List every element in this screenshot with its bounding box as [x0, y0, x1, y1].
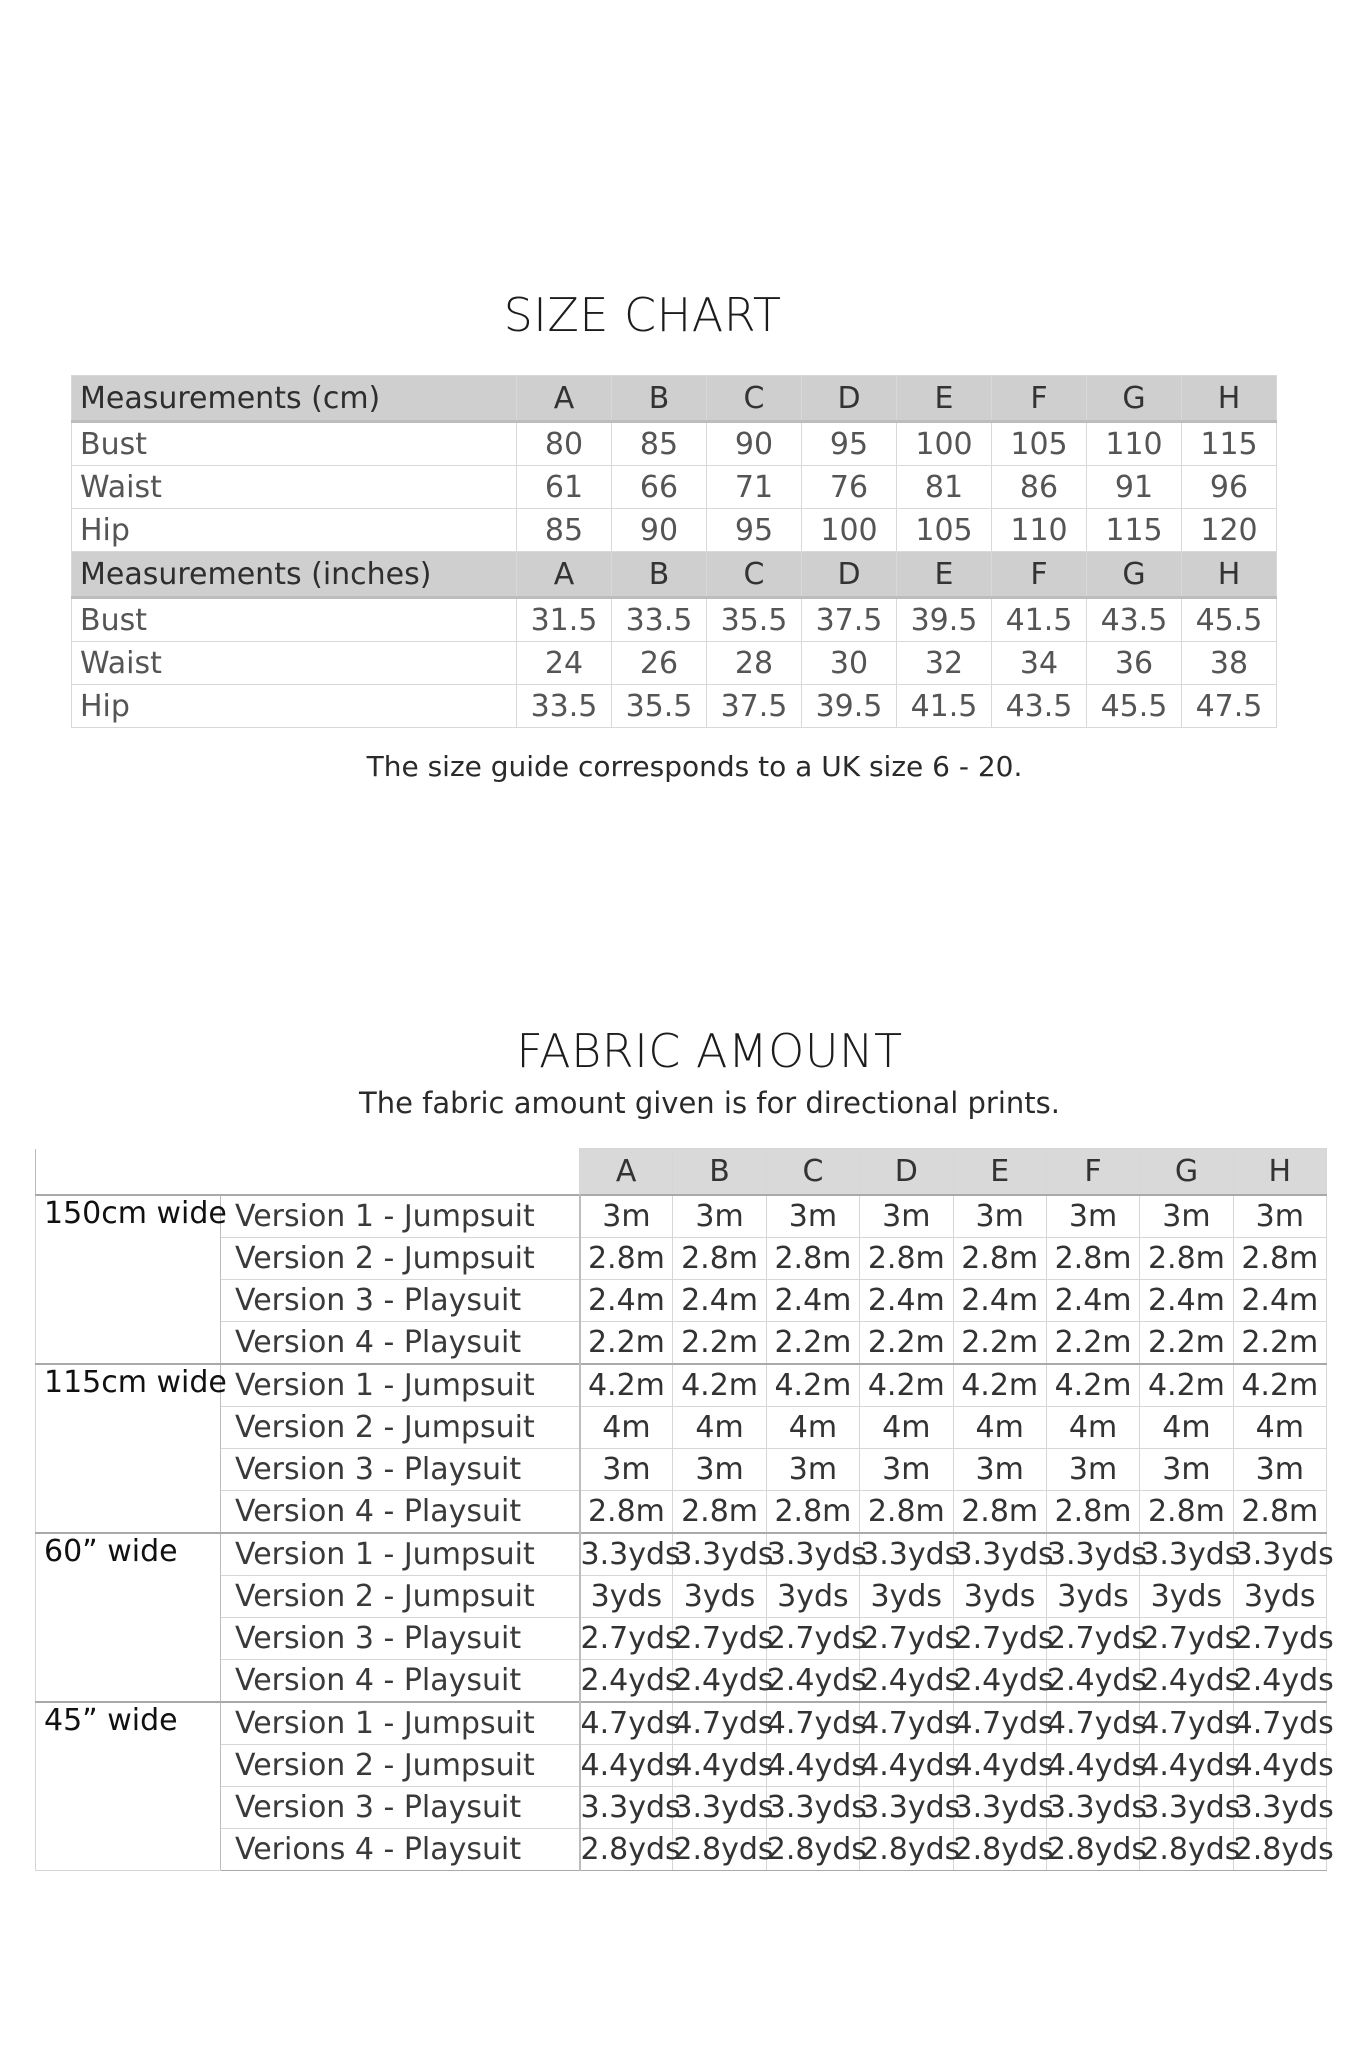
measurement-value: 35.5 — [612, 685, 707, 728]
size-chart-title: SIZE CHART — [503, 288, 782, 342]
fabric-amount-value: 3.3yds — [766, 1533, 859, 1576]
measurement-value: 33.5 — [517, 685, 612, 728]
fabric-amount-value: 2.4yds — [1233, 1660, 1326, 1703]
fabric-amount-value: 3.3yds — [860, 1533, 953, 1576]
fabric-amount-value: 2.8m — [1046, 1238, 1139, 1280]
size-column-header: F — [992, 376, 1087, 422]
measurement-label: Bust — [72, 598, 517, 642]
fabric-amount-value: 2.8m — [953, 1491, 1046, 1534]
measurement-value: 47.5 — [1182, 685, 1277, 728]
measurement-value: 66 — [612, 466, 707, 509]
table-row — [36, 1449, 1327, 1491]
size-column-header: C — [766, 1149, 859, 1196]
size-column-header: A — [517, 552, 612, 598]
table-row — [72, 598, 1277, 642]
fabric-amount-value: 3m — [860, 1195, 953, 1238]
version-label: Version 2 - Jumpsuit — [221, 1238, 580, 1280]
fabric-amount-value: 4m — [953, 1407, 1046, 1449]
table-row — [72, 422, 1277, 466]
fabric-amount-value: 3yds — [673, 1576, 766, 1618]
fabric-amount-value: 2.8yds — [953, 1829, 1046, 1871]
fabric-amount-value: 3yds — [580, 1576, 673, 1618]
fabric-amount-value: 2.4m — [860, 1280, 953, 1322]
fabric-amount-value: 2.7yds — [1046, 1618, 1139, 1660]
fabric-amount-value: 4.2m — [1140, 1364, 1233, 1407]
measurement-value: 24 — [517, 642, 612, 685]
fabric-amount-value: 3m — [1140, 1449, 1233, 1491]
fabric-amount-value: 4.7yds — [1140, 1702, 1233, 1745]
size-chart-table — [71, 375, 1277, 728]
measurement-value: 80 — [517, 422, 612, 466]
fabric-amount-value: 4.2m — [1046, 1364, 1139, 1407]
version-label: Version 4 - Playsuit — [221, 1322, 580, 1365]
size-column-header: A — [517, 376, 612, 422]
size-column-header: D — [860, 1149, 953, 1196]
fabric-amount-value: 3m — [1233, 1195, 1326, 1238]
fabric-amount-value: 3yds — [1140, 1576, 1233, 1618]
fabric-amount-value: 2.8m — [580, 1238, 673, 1280]
fabric-amount-value: 2.8yds — [673, 1829, 766, 1871]
fabric-amount-value: 4m — [673, 1407, 766, 1449]
measurement-value: 41.5 — [992, 598, 1087, 642]
size-column-header: E — [897, 552, 992, 598]
table-row — [36, 1660, 1327, 1703]
table-row — [36, 1533, 1327, 1576]
fabric-amount-value: 3.3yds — [1140, 1533, 1233, 1576]
fabric-amount-value: 2.7yds — [1140, 1618, 1233, 1660]
measurement-value: 81 — [897, 466, 992, 509]
fabric-amount-value: 4m — [766, 1407, 859, 1449]
fabric-amount-value: 2.4yds — [953, 1660, 1046, 1703]
measurement-value: 32 — [897, 642, 992, 685]
fabric-amount-value: 2.2m — [580, 1322, 673, 1365]
fabric-amount-value: 3yds — [766, 1576, 859, 1618]
measurement-value: 45.5 — [1087, 685, 1182, 728]
measurement-value: 105 — [992, 422, 1087, 466]
table-row — [72, 466, 1277, 509]
fabric-amount-value: 3m — [766, 1449, 859, 1491]
fabric-amount-title: FABRIC AMOUNT — [516, 1024, 903, 1078]
size-column-header: A — [580, 1149, 673, 1196]
fabric-amount-value: 2.2m — [1140, 1322, 1233, 1365]
fabric-width-label: 45” wide — [36, 1702, 221, 1871]
measurement-value: 96 — [1182, 466, 1277, 509]
size-column-header: F — [1046, 1149, 1139, 1196]
size-column-header: G — [1087, 376, 1182, 422]
version-label: Version 3 - Playsuit — [221, 1787, 580, 1829]
size-column-header: E — [897, 376, 992, 422]
table-row — [36, 1618, 1327, 1660]
size-column-header: C — [707, 376, 802, 422]
size-column-header: H — [1233, 1149, 1326, 1196]
fabric-amount-value: 3.3yds — [1233, 1787, 1326, 1829]
fabric-amount-value: 3m — [1140, 1195, 1233, 1238]
fabric-amount-value: 2.8yds — [860, 1829, 953, 1871]
size-chart-note: The size guide corresponds to a UK size 6 - 20. — [366, 750, 1023, 783]
fabric-amount-value: 4.7yds — [1233, 1702, 1326, 1745]
measurement-value: 85 — [517, 509, 612, 552]
measurement-value: 43.5 — [992, 685, 1087, 728]
fabric-amount-value: 4.7yds — [580, 1702, 673, 1745]
size-column-header: D — [802, 376, 897, 422]
measurement-value: 95 — [802, 422, 897, 466]
fabric-amount-value: 4.4yds — [766, 1745, 859, 1787]
measurement-value: 43.5 — [1087, 598, 1182, 642]
table-row — [36, 1407, 1327, 1449]
version-label: Version 3 - Playsuit — [221, 1618, 580, 1660]
fabric-amount-value: 2.2m — [766, 1322, 859, 1365]
measurement-value: 95 — [707, 509, 802, 552]
table-row — [36, 1364, 1327, 1407]
measurement-value: 31.5 — [517, 598, 612, 642]
fabric-amount-value: 3.3yds — [1046, 1533, 1139, 1576]
size-column-header: G — [1140, 1149, 1233, 1196]
fabric-amount-value: 2.4m — [1140, 1280, 1233, 1322]
fabric-header-row — [36, 1149, 1327, 1196]
fabric-amount-value: 2.4m — [766, 1280, 859, 1322]
fabric-amount-value: 4.7yds — [766, 1702, 859, 1745]
measurement-value: 120 — [1182, 509, 1277, 552]
fabric-amount-value: 2.7yds — [673, 1618, 766, 1660]
fabric-amount-value: 3.3yds — [953, 1787, 1046, 1829]
fabric-width-label: 150cm wide — [36, 1195, 221, 1364]
fabric-amount-value: 4m — [580, 1407, 673, 1449]
fabric-amount-value: 3m — [1233, 1449, 1326, 1491]
table-row — [72, 642, 1277, 685]
measurement-value: 33.5 — [612, 598, 707, 642]
measurement-value: 61 — [517, 466, 612, 509]
fabric-amount-value: 3.3yds — [673, 1533, 766, 1576]
fabric-amount-value: 4.4yds — [1233, 1745, 1326, 1787]
measurement-value: 28 — [707, 642, 802, 685]
fabric-amount-value: 4.7yds — [953, 1702, 1046, 1745]
measurement-value: 90 — [707, 422, 802, 466]
fabric-amount-value: 3.3yds — [766, 1787, 859, 1829]
fabric-amount-value: 2.2m — [860, 1322, 953, 1365]
version-label: Version 2 - Jumpsuit — [221, 1407, 580, 1449]
fabric-amount-value: 2.8yds — [1046, 1829, 1139, 1871]
header-spacer — [36, 1149, 580, 1196]
fabric-amount-value: 4.2m — [1233, 1364, 1326, 1407]
measurement-value: 26 — [612, 642, 707, 685]
size-header-label: Measurements (cm) — [72, 376, 517, 422]
measurement-value: 115 — [1087, 509, 1182, 552]
fabric-amount-value: 3yds — [1233, 1576, 1326, 1618]
fabric-amount-value: 2.8m — [766, 1491, 859, 1534]
fabric-amount-value: 3.3yds — [860, 1787, 953, 1829]
table-row — [36, 1576, 1327, 1618]
measurement-value: 105 — [897, 509, 992, 552]
version-label: Verions 4 - Playsuit — [221, 1829, 580, 1871]
version-label: Version 4 - Playsuit — [221, 1491, 580, 1534]
fabric-amount-value: 2.4yds — [580, 1660, 673, 1703]
measurement-value: 39.5 — [897, 598, 992, 642]
fabric-amount-value: 2.4yds — [1140, 1660, 1233, 1703]
fabric-amount-value: 3m — [580, 1449, 673, 1491]
fabric-amount-value: 2.4yds — [766, 1660, 859, 1703]
measurement-value: 115 — [1182, 422, 1277, 466]
fabric-amount-value: 3m — [953, 1195, 1046, 1238]
fabric-amount-value: 2.4yds — [673, 1660, 766, 1703]
fabric-amount-value: 4.4yds — [860, 1745, 953, 1787]
fabric-amount-value: 3.3yds — [673, 1787, 766, 1829]
fabric-amount-value: 3.3yds — [580, 1787, 673, 1829]
measurement-value: 38 — [1182, 642, 1277, 685]
fabric-amount-value: 2.7yds — [1233, 1618, 1326, 1660]
table-row — [36, 1787, 1327, 1829]
fabric-amount-value: 2.8m — [1233, 1238, 1326, 1280]
fabric-amount-value: 2.8m — [1233, 1491, 1326, 1534]
fabric-amount-value: 2.8m — [1046, 1491, 1139, 1534]
version-label: Version 3 - Playsuit — [221, 1280, 580, 1322]
table-row — [36, 1745, 1327, 1787]
fabric-amount-value: 4.4yds — [1046, 1745, 1139, 1787]
fabric-amount-value: 2.4yds — [1046, 1660, 1139, 1703]
measurement-value: 35.5 — [707, 598, 802, 642]
fabric-amount-value: 2.4m — [1046, 1280, 1139, 1322]
fabric-amount-value: 3.3yds — [1140, 1787, 1233, 1829]
size-header-label: Measurements (inches) — [72, 552, 517, 598]
fabric-amount-value: 2.4m — [1233, 1280, 1326, 1322]
fabric-width-label: 115cm wide — [36, 1364, 221, 1533]
measurement-value: 90 — [612, 509, 707, 552]
size-column-header: H — [1182, 552, 1277, 598]
version-label: Version 1 - Jumpsuit — [221, 1364, 580, 1407]
table-row — [36, 1322, 1327, 1365]
fabric-amount-value: 4.2m — [580, 1364, 673, 1407]
fabric-amount-value: 2.8m — [1140, 1238, 1233, 1280]
table-row — [36, 1195, 1327, 1238]
size-column-header: H — [1182, 376, 1277, 422]
fabric-amount-value: 3m — [860, 1449, 953, 1491]
measurement-value: 76 — [802, 466, 897, 509]
fabric-amount-value: 3yds — [1046, 1576, 1139, 1618]
fabric-amount-value: 3.3yds — [1046, 1787, 1139, 1829]
measurement-value: 110 — [1087, 422, 1182, 466]
measurement-value: 39.5 — [802, 685, 897, 728]
version-label: Version 2 - Jumpsuit — [221, 1576, 580, 1618]
fabric-amount-value: 2.8m — [673, 1238, 766, 1280]
measurement-value: 110 — [992, 509, 1087, 552]
fabric-amount-value: 4.2m — [860, 1364, 953, 1407]
fabric-amount-value: 2.8m — [953, 1238, 1046, 1280]
size-column-header: C — [707, 552, 802, 598]
fabric-amount-value: 2.8yds — [766, 1829, 859, 1871]
measurement-label: Hip — [72, 509, 517, 552]
fabric-amount-value: 2.8yds — [1140, 1829, 1233, 1871]
version-label: Version 1 - Jumpsuit — [221, 1533, 580, 1576]
size-column-header: G — [1087, 552, 1182, 598]
fabric-amount-note: The fabric amount given is for directional prints. — [359, 1086, 1060, 1120]
fabric-amount-value: 3m — [1046, 1195, 1139, 1238]
measurement-value: 45.5 — [1182, 598, 1277, 642]
table-row — [36, 1280, 1327, 1322]
fabric-amount-value: 4m — [1140, 1407, 1233, 1449]
fabric-amount-value: 4.4yds — [1140, 1745, 1233, 1787]
table-row — [72, 685, 1277, 728]
fabric-amount-value: 2.8m — [860, 1491, 953, 1534]
size-header-row — [72, 376, 1277, 422]
measurement-value: 37.5 — [802, 598, 897, 642]
fabric-amount-value: 4m — [860, 1407, 953, 1449]
fabric-amount-value: 4.7yds — [673, 1702, 766, 1745]
size-column-header: B — [612, 552, 707, 598]
measurement-value: 91 — [1087, 466, 1182, 509]
measurement-value: 30 — [802, 642, 897, 685]
fabric-amount-value: 2.8yds — [580, 1829, 673, 1871]
measurement-value: 71 — [707, 466, 802, 509]
fabric-amount-value: 2.7yds — [580, 1618, 673, 1660]
size-column-header: F — [992, 552, 1087, 598]
fabric-amount-value: 2.8m — [1140, 1491, 1233, 1534]
fabric-amount-value: 2.8yds — [1233, 1829, 1326, 1871]
fabric-amount-value: 3m — [1046, 1449, 1139, 1491]
fabric-width-label: 60” wide — [36, 1533, 221, 1702]
fabric-amount-value: 3m — [766, 1195, 859, 1238]
fabric-amount-value: 4m — [1046, 1407, 1139, 1449]
table-row — [36, 1702, 1327, 1745]
fabric-amount-value: 2.7yds — [953, 1618, 1046, 1660]
table-row — [36, 1238, 1327, 1280]
fabric-amount-value: 4.4yds — [953, 1745, 1046, 1787]
fabric-amount-table — [35, 1148, 1334, 1871]
fabric-amount-value: 2.7yds — [766, 1618, 859, 1660]
fabric-amount-value: 2.8m — [766, 1238, 859, 1280]
fabric-amount-value: 3.3yds — [1233, 1533, 1326, 1576]
fabric-amount-value: 3.3yds — [580, 1533, 673, 1576]
size-header-row — [72, 552, 1277, 598]
version-label: Version 2 - Jumpsuit — [221, 1745, 580, 1787]
fabric-amount-value: 3yds — [953, 1576, 1046, 1618]
measurement-value: 100 — [897, 422, 992, 466]
fabric-amount-value: 2.8m — [580, 1491, 673, 1534]
fabric-amount-value: 4.7yds — [860, 1702, 953, 1745]
fabric-amount-value: 3yds — [860, 1576, 953, 1618]
fabric-amount-value: 3m — [953, 1449, 1046, 1491]
table-row — [36, 1491, 1327, 1534]
fabric-amount-value: 2.2m — [673, 1322, 766, 1365]
fabric-amount-value: 2.8m — [673, 1491, 766, 1534]
fabric-amount-value: 3m — [580, 1195, 673, 1238]
measurement-value: 41.5 — [897, 685, 992, 728]
fabric-amount-value: 2.4m — [673, 1280, 766, 1322]
table-row — [72, 509, 1277, 552]
fabric-amount-value: 3m — [673, 1195, 766, 1238]
fabric-amount-value: 4.7yds — [1046, 1702, 1139, 1745]
measurement-value: 86 — [992, 466, 1087, 509]
measurement-value: 100 — [802, 509, 897, 552]
measurement-label: Waist — [72, 642, 517, 685]
fabric-amount-value: 2.8m — [860, 1238, 953, 1280]
fabric-amount-value: 3m — [673, 1449, 766, 1491]
measurement-label: Waist — [72, 466, 517, 509]
fabric-amount-value: 4.4yds — [580, 1745, 673, 1787]
fabric-amount-value: 3.3yds — [953, 1533, 1046, 1576]
fabric-amount-value: 2.2m — [953, 1322, 1046, 1365]
measurement-label: Bust — [72, 422, 517, 466]
fabric-amount-value: 4m — [1233, 1407, 1326, 1449]
fabric-amount-value: 4.2m — [953, 1364, 1046, 1407]
fabric-amount-value: 2.4yds — [860, 1660, 953, 1703]
version-label: Version 3 - Playsuit — [221, 1449, 580, 1491]
fabric-amount-value: 2.4m — [580, 1280, 673, 1322]
fabric-amount-value: 4.2m — [673, 1364, 766, 1407]
fabric-amount-value: 4.4yds — [673, 1745, 766, 1787]
measurement-value: 37.5 — [707, 685, 802, 728]
fabric-amount-value: 2.2m — [1046, 1322, 1139, 1365]
size-column-header: D — [802, 552, 897, 598]
measurement-label: Hip — [72, 685, 517, 728]
size-column-header: B — [673, 1149, 766, 1196]
version-label: Version 1 - Jumpsuit — [221, 1702, 580, 1745]
version-label: Version 1 - Jumpsuit — [221, 1195, 580, 1238]
measurement-value: 85 — [612, 422, 707, 466]
version-label: Version 4 - Playsuit — [221, 1660, 580, 1703]
fabric-amount-value: 2.2m — [1233, 1322, 1326, 1365]
size-column-header: E — [953, 1149, 1046, 1196]
measurement-value: 36 — [1087, 642, 1182, 685]
fabric-amount-value: 4.2m — [766, 1364, 859, 1407]
fabric-amount-value: 2.7yds — [860, 1618, 953, 1660]
size-column-header: B — [612, 376, 707, 422]
table-row — [36, 1829, 1327, 1871]
fabric-amount-value: 2.4m — [953, 1280, 1046, 1322]
measurement-value: 34 — [992, 642, 1087, 685]
